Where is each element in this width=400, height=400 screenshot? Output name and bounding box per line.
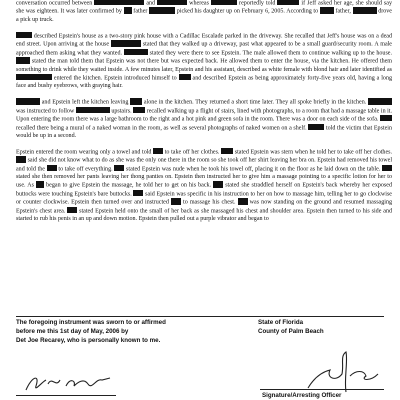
text-run: recalled walking up a flight of stairs, lined with photographs, to a room that had a massage table in it. Upon entering the room there was a large bathroom to the right and a hot pink and green sofa in the room. There was a door on each side of the sofa.	[16, 108, 392, 123]
text-run: to massage his chest.	[180, 199, 238, 206]
text-run: said Epstein was specific in his instruction to her on how to massage him, telling her to go clockwise or counter clockwise. Epstein then turned over and instructed	[16, 191, 392, 206]
text-run: stated she then removed her pants leaving her thong panties on. Epstein then instructed her to give him a massage pointing to a specific lotion for her to use. As	[16, 174, 392, 189]
redaction-bar	[238, 198, 248, 204]
notary-footer	[16, 316, 384, 400]
text-run: stated Epstein held onto the small of her back as she massaged his chest and shoulder area. Epstein then turned to his side and started to rub his penis in an up and down motion. Epstein then pulled out a purple vibrator and began to	[16, 208, 393, 223]
text-run: to take off her clothes.	[163, 149, 222, 156]
notary-line-2: before me this 1st day of May, 2006 by	[16, 328, 129, 335]
redaction-bar	[380, 115, 392, 121]
county-label: County of Palm Beach	[258, 328, 324, 335]
text-run: recalled there being a mural of a naked woman in the room, as well as several photographs of naked women on a shelf.	[16, 124, 309, 131]
text-run: began to give Epstein the massage, he told her to get on his back.	[44, 182, 214, 189]
text-run: described Epstein's house as a two-story pink house with a Cadillac Escalade parked in the driveway. She recalled that Jeff's house was on a dead end street. Upon arriving at the house	[16, 33, 392, 48]
redaction-bar	[179, 74, 191, 80]
text-run: said she did not know what to do as she was the only one there in the room so she took off her shirt leaving her bra on. Epstein had removed his towel and told the	[16, 157, 392, 173]
text-run: father,	[333, 8, 353, 15]
text-run: conversation occurred between	[16, 0, 95, 7]
redaction-bar	[133, 190, 143, 196]
notary-line-1: The foregoing instrument was sworn to or affirmed	[16, 319, 166, 326]
redaction-bar	[211, 0, 237, 5]
text-run: picked his daughter up on February 6, 2005. According to	[175, 8, 320, 15]
notary-signature	[22, 370, 114, 398]
text-run: father	[131, 8, 150, 15]
paragraph	[16, 148, 392, 223]
redaction-bar	[368, 98, 392, 104]
text-run: stated they were there to see Epstein. The male allowed them to continue walking up to the house.	[147, 50, 392, 57]
text-run: was instructed to follow	[16, 108, 76, 115]
redaction-bar	[308, 124, 324, 130]
paragraph	[16, 0, 392, 24]
text-run: stated Epstein was stern when he told her to take off her clothes.	[233, 149, 392, 156]
text-run: and described Epstein as being approximately forty-five years old, having a long face and bushy eyebrows, with graying hair.	[16, 75, 393, 90]
text-run: stated the man told them that Epstein was not there but was expected back. He allowed them to enter the house, via the kitchen. He offered them something to drink while they waited inside. A few minutes later, Epstein and his assistant, described as white female with blond hair and later identified as	[16, 58, 392, 73]
text-run: stated she straddled herself on Epstein's back whereby her exposed buttocks were touching Epstein's bare buttocks.	[16, 182, 392, 198]
redaction-bar	[16, 74, 52, 80]
text-run: if Jeff asked her age, she should say she was eighteen. It was later confirmed by	[16, 0, 392, 15]
text-run: Epstein entered the room wearing only a towel and told	[16, 149, 154, 156]
redaction-bar	[114, 165, 124, 171]
text-run: reportedly told	[237, 0, 278, 7]
redaction-bar	[67, 207, 77, 213]
text-run: told the victim that Epstein would be up in a second.	[16, 124, 392, 139]
text-run: stated that they walked up a driveway, past what appeared to be a small guard/security room. A male approached them asking what they wanted.	[16, 41, 392, 57]
affidavit-body	[16, 0, 392, 231]
redaction-bar	[16, 57, 30, 63]
redaction-bar	[16, 32, 32, 38]
text-run: and Epstein left the kitchen leaving	[40, 99, 131, 106]
redaction-bar	[277, 0, 299, 5]
notary-line-3: Det Joe Recarey, who is personally known to me.	[16, 337, 161, 344]
redaction-bar	[353, 7, 377, 13]
redaction-bar	[16, 156, 26, 162]
redaction-bar	[213, 181, 223, 187]
redaction-bar	[153, 148, 163, 154]
text-run: upstairs.	[109, 108, 134, 115]
redaction-bar	[47, 165, 57, 171]
redaction-bar	[111, 40, 141, 46]
redaction-bar	[130, 98, 142, 104]
officer-signature	[300, 348, 386, 398]
redaction-bar	[76, 107, 110, 113]
redaction-bar	[149, 7, 175, 13]
paragraph	[16, 98, 392, 140]
paragraph	[16, 32, 392, 90]
redaction-bar	[382, 165, 392, 171]
footer-rule	[16, 316, 384, 317]
redaction-bar	[221, 148, 233, 154]
text-run: whereas	[187, 0, 212, 7]
redaction-bar	[320, 7, 334, 13]
text-run: was now standing on the ground and resumed massaging Epstein's chest area.	[16, 199, 392, 215]
officer-signature-line	[260, 389, 384, 390]
notary-signature-line	[16, 395, 116, 396]
signature-label: Signature/Arresting Officer	[262, 392, 342, 399]
text-run: stated Epstein was nude when he took his towel off, placing it on the floor as he laid down on the table.	[124, 166, 382, 173]
text-run: to take off everything.	[56, 166, 115, 173]
redaction-bar	[124, 49, 148, 55]
text-run: entered the kitchen. Epstein introduced himself to	[52, 75, 179, 82]
redaction-bar	[124, 7, 132, 13]
text-run: drove a pick up truck.	[16, 8, 392, 23]
text-run: and	[144, 0, 158, 7]
redaction-bar	[133, 107, 145, 113]
redaction-bar	[171, 198, 181, 204]
state-label: State of Florida	[258, 319, 304, 326]
redaction-bar	[94, 0, 144, 5]
text-run: alone in the kitchen. They returned a short time later. They all spoke briefly in the kitchen.	[142, 99, 368, 106]
redaction-bar	[16, 98, 40, 104]
redaction-bar	[157, 0, 187, 5]
redaction-bar	[36, 181, 44, 187]
